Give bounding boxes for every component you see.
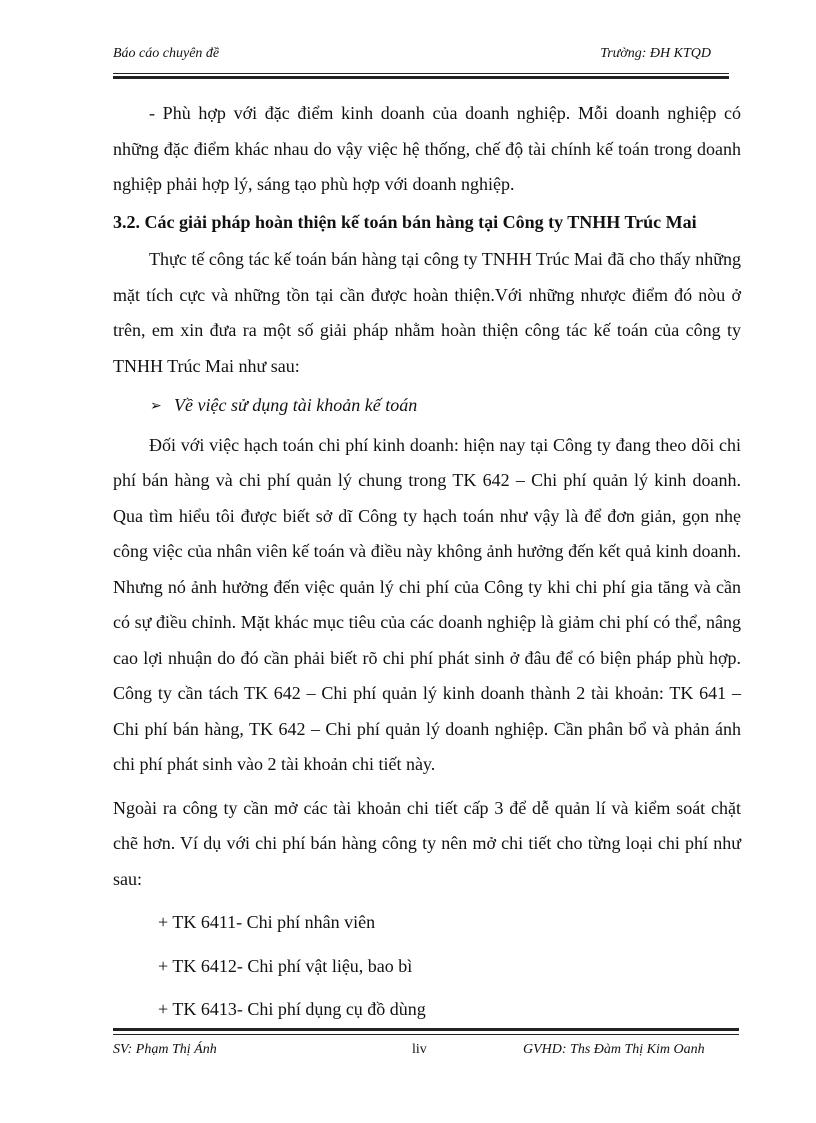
list-item-6411: + TK 6411- Chi phí nhân viên — [158, 912, 376, 932]
footer-student: SV: Phạm Thị Ánh — [113, 1042, 217, 1057]
footer-rule-thin — [113, 1034, 739, 1035]
page-footer — [113, 1042, 739, 1062]
footer-supervisor: GVHD: Ths Đàm Thị Kim Oanh — [523, 1042, 705, 1057]
header-rule-thin — [113, 73, 729, 74]
paragraph-2: Thực tế công tác kế toán bán hàng tại công ty TNHH Trúc Mai đã cho thấy những mặt tích cực và những tồn tại cần được hoàn thiện.Với những nhược điểm đó nòu ở trên, em xin đưa ra một số giải pháp nhằm hoàn thiện công tác kế toán của công ty TNHH Trúc Mai như sau: — [113, 249, 741, 376]
paragraph-1: - Phù hợp với đặc điểm kinh doanh của doanh nghiệp. Mỗi doanh nghiệp có những đặc điểm khác nhau do vậy việc hệ thống, chế độ tài chính kế toán trong doanh nghiệp phải hợp lý, sáng tạo phù hợp với doanh nghiệp. — [113, 103, 741, 194]
section-heading: 3.2. Các giải pháp hoàn thiện kế toán bán hàng tại Công ty TNHH Trúc Mai — [113, 211, 697, 232]
list-item-6413: + TK 6413- Chi phí dụng cụ đồ dùng — [158, 999, 426, 1019]
header-report-title: Báo cáo chuyên đề — [113, 46, 220, 61]
paragraph-4: Ngoài ra công ty cần mở các tài khoản chi tiết cấp 3 để dễ quản lí và kiểm soát chặt chẽ hơn. Ví dụ với chi phí bán hàng công ty nên mở chi tiết cho từng loại chi phí như sau: — [113, 797, 741, 889]
page-header — [113, 46, 729, 66]
list-item-6412: + TK 6412- Chi phí vật liệu, bao bì — [158, 955, 413, 976]
bullet-text: Về việc sử dụng tài khoản kế toán — [174, 395, 418, 415]
footer-rule-thick — [113, 1028, 739, 1031]
page-body — [113, 96, 741, 1028]
header-school: Trường: ĐH KTQD — [600, 46, 711, 61]
bullet-item — [113, 388, 741, 425]
arrow-bullet-icon: ➢ — [150, 399, 162, 414]
footer-page-number: liv — [412, 1042, 427, 1057]
paragraph-3: Đối với việc hạch toán chi phí kinh doanh: hiện nay tại Công ty đang theo dõi chi phí bán hàng và chi phí quản lý chung trong TK 642 – Chi phí quản lý kinh doanh. Qua tìm hiểu tôi được biết sở dĩ Công ty hạch toán như vậy là để đơn giản, gọn nhẹ công việc của nhân viên kế toán và điều này không ảnh hưởng đến kết quả kinh doanh. Nhưng nó ảnh hưởng đến việc quản lý chi phí của Công ty khi chi phí gia tăng và cần có sự điều chỉnh. Mặt khác mục tiêu của các doanh nghiệp là giảm chi phí có thể, nâng cao lợi nhuận do đó cần phải biết rõ chi phí phát sinh ở đâu để có biện pháp phù hợp. Công ty cần tách TK 642 – Chi phí quản lý kinh doanh thành 2 tài khoản: TK 641 – Chi phí bán hàng, TK 642 – Chi phí quản lý doanh nghiệp. Cần phân bổ và phản ánh chi phí phát sinh vào 2 tài khoản chi tiết này. — [113, 434, 741, 774]
header-rule-thick — [113, 76, 729, 79]
